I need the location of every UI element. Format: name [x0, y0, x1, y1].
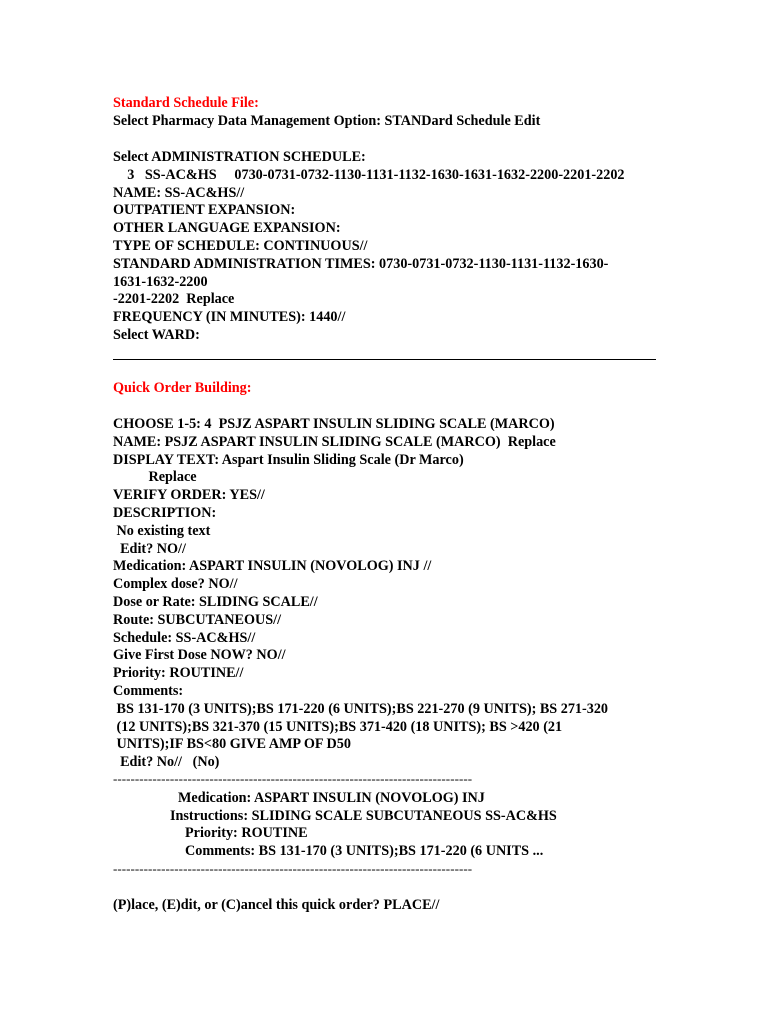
- schedule-heading: Standard Schedule File:: [113, 95, 259, 111]
- quick-order-line: DESCRIPTION:: [113, 505, 217, 521]
- quick-order-line: Edit? NO//: [113, 541, 186, 557]
- schedule-line: NAME: SS-AC&HS//: [113, 185, 245, 201]
- quick-order-line: (12 UNITS);BS 321-370 (15 UNITS);BS 371-420 (18 UNITS); BS >420 (21: [113, 719, 563, 735]
- quick-order-line: BS 131-170 (3 UNITS);BS 171-220 (6 UNITS);BS 221-270 (9 UNITS); BS 271-320: [113, 701, 609, 717]
- schedule-line: Select WARD:: [113, 327, 200, 343]
- schedule-line: STANDARD ADMINISTRATION TIMES: 0730-0731-0732-1130-1131-1132-1630-: [113, 256, 609, 272]
- summary-comments: Comments: BS 131-170 (3 UNITS);BS 171-220 (6 UNITS ...: [185, 843, 544, 859]
- quick-order-heading: Quick Order Building:: [113, 380, 252, 396]
- quick-order-line: UNITS);IF BS<80 GIVE AMP OF D50: [113, 736, 351, 752]
- quick-order-line: DISPLAY TEXT: Aspart Insulin Sliding Scale (Dr Marco): [113, 452, 464, 468]
- place-order-prompt: (P)lace, (E)dit, or (C)ancel this quick order? PLACE//: [113, 897, 440, 913]
- quick-order-line: Give First Dose NOW? NO//: [113, 647, 286, 663]
- schedule-line: TYPE OF SCHEDULE: CONTINUOUS//: [113, 238, 368, 254]
- quick-order-line: NAME: PSJZ ASPART INSULIN SLIDING SCALE (MARCO) Replace: [113, 434, 556, 450]
- quick-order-line: Replace: [113, 469, 197, 485]
- schedule-line: FREQUENCY (IN MINUTES): 1440//: [113, 309, 346, 325]
- summary-priority: Priority: ROUTINE: [185, 825, 308, 841]
- quick-order-line: Priority: ROUTINE//: [113, 665, 244, 681]
- dashed-separator: ----------------------------------------------------------------------------------: [113, 771, 473, 786]
- quick-order-line: Complex dose? NO//: [113, 576, 238, 592]
- quick-order-line: No existing text: [113, 523, 211, 539]
- quick-order-line: Route: SUBCUTANEOUS//: [113, 612, 282, 628]
- quick-order-line: Dose or Rate: SLIDING SCALE//: [113, 594, 318, 610]
- quick-order-line: Schedule: SS-AC&HS//: [113, 630, 256, 646]
- summary-instructions: Instructions: SLIDING SCALE SUBCUTANEOUS SS-AC&HS: [170, 808, 557, 824]
- section-divider: [113, 359, 656, 360]
- schedule-line: Select Pharmacy Data Management Option: STANDard Schedule Edit: [113, 113, 541, 129]
- quick-order-line: Comments:: [113, 683, 184, 699]
- quick-order-line: Medication: ASPART INSULIN (NOVOLOG) INJ //: [113, 558, 432, 574]
- schedule-line: 3 SS-AC&HS 0730-0731-0732-1130-1131-1132-1630-1631-1632-2200-2201-2202: [113, 167, 625, 183]
- summary-medication: Medication: ASPART INSULIN (NOVOLOG) INJ: [178, 790, 485, 806]
- schedule-line: -2201-2202 Replace: [113, 291, 235, 307]
- quick-order-line: Edit? No// (No): [113, 754, 220, 770]
- schedule-line: 1631-1632-2200: [113, 274, 208, 290]
- schedule-line: OTHER LANGUAGE EXPANSION:: [113, 220, 341, 236]
- schedule-line: Select ADMINISTRATION SCHEDULE:: [113, 149, 366, 165]
- schedule-line: OUTPATIENT EXPANSION:: [113, 202, 296, 218]
- quick-order-line: VERIFY ORDER: YES//: [113, 487, 265, 503]
- quick-order-line: CHOOSE 1-5: 4 PSJZ ASPART INSULIN SLIDING SCALE (MARCO): [113, 416, 555, 432]
- dashed-separator: ----------------------------------------------------------------------------------: [113, 861, 473, 876]
